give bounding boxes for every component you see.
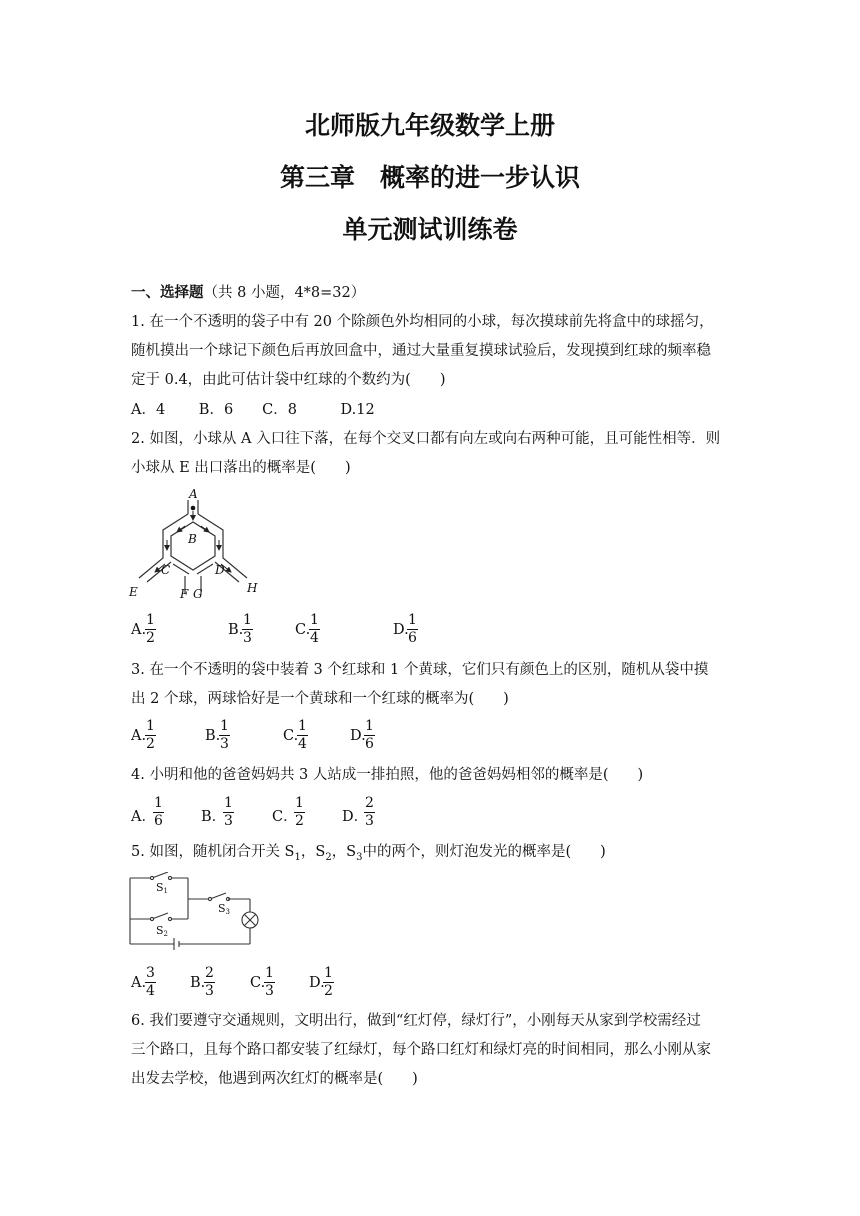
section-heading (131, 283, 365, 303)
q1-line-2: 随机摸出一个球记下颜色后再放回盒中，通过大量重复摸球试验后，发现摸到红球的频率稳 (131, 343, 711, 359)
q5-options: A. $\frac{3}{4}$ B. $\frac{2}{3}$ C. $\frac{1}{3}$ D. $\frac{1}{2}$ (131, 965, 333, 999)
label-g: G (193, 587, 203, 601)
label-b: B (188, 532, 197, 546)
q3-line-1: 3. 在一个不透明的袋中装着 3 个红球和 1 个黄球，它们只有颜色上的区别，随机从袋中摸 (131, 662, 709, 678)
q2-line-2: 小球从 E 出口落出的概率是( ) (131, 460, 351, 476)
q1-line-1: 1. 在一个不透明的袋子中有 20 个除颜色外均相同的小球，每次摸球前先将盒中的球摇匀， (131, 314, 714, 330)
test-title: 单元测试训练卷 (342, 215, 518, 244)
q4-options: A． $\frac{1}{6}$ B． $\frac{1}{3}$ C． $\frac{1}{2}$ D． $\frac{2}{3}$ (131, 795, 374, 829)
switch-s2-label: S2 (156, 924, 169, 938)
q2-options: A. $\frac{1}{2}$ B. $\frac{1}{3}$ C. $\frac{1}{4}$ D. $\frac{1}{6}$ (131, 612, 417, 646)
q3-options: A. $\frac{1}{2}$ B. $\frac{1}{3}$ C. $\frac{1}{4}$ D. $\frac{1}{6}$ (131, 718, 374, 752)
switch-s1-label: S1 (156, 881, 169, 895)
q6-line-1: 6. 我们要遵守交通规则，文明出行，做到“红灯停，绿灯行”，小刚每天从家到学校需经过 (131, 1013, 701, 1029)
q2-path-diagram (125, 486, 265, 602)
q6-line-3: 出发去学校，他遇到两次红灯的概率是( ) (131, 1071, 418, 1087)
doc-title: 北师版九年级数学上册 (304, 111, 555, 140)
chapter-title: 第三章 概率的进一步认识 (279, 163, 580, 192)
q1-line-3: 定于 0.4，由此可估计袋中红球的个数约为( ) (131, 372, 446, 388)
label-e: E (129, 585, 138, 599)
q2-line-1: 2. 如图，小球从 A 入口往下落，在每个交叉口都有向左或向右两种可能，且可能性相等．则 (131, 431, 721, 447)
section-name: 一、选择题 (131, 284, 204, 301)
label-c: C (161, 563, 171, 577)
section-note: （共 8 小题，4*8=32） (203, 285, 366, 301)
q5-circuit-diagram (126, 872, 276, 952)
q3-line-2: 出 2 个球，两球恰好是一个黄球和一个红球的概率为( ) (131, 691, 509, 707)
q6-line-2: 三个路口，且每个路口都安装了红绿灯，每个路口红灯和绿灯亮的时间相同，那么小刚从家 (131, 1042, 711, 1058)
q5-line-1: 5. 如图，随机闭合开关 $S_1$，$S_2$，$S_3$中的两个，则灯泡发光的概率是( ) (131, 844, 606, 863)
label-f: F (180, 587, 189, 601)
q4-line-1: 4. 小明和他的爸爸妈妈共 3 人站成一排拍照，他的爸爸妈妈相邻的概率是( ) (131, 767, 644, 783)
label-h: H (247, 581, 258, 595)
label-a: A (189, 487, 198, 501)
switch-s3-label: S3 (218, 902, 231, 916)
q1-options: A．4 B．6 C．8 D.12 (131, 402, 375, 418)
label-d: D (215, 563, 225, 577)
